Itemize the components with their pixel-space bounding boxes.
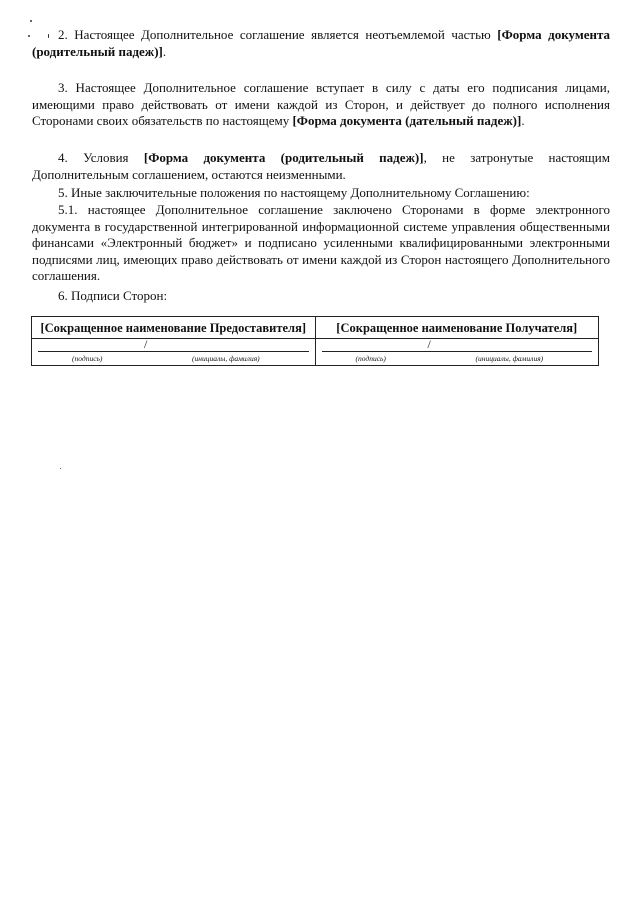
- clause-3-text: 3. Настоящее Дополнительное соглашение вступает в силу с даты его подписания лицами, имеющими право действовать от имени каждой из Сторон, и действует до полного исполнения Сторонами своих обязательств по настоящему: [32, 80, 610, 128]
- recipient-caption-signature: (подпись): [355, 354, 386, 363]
- provider-caption-signature: (подпись): [72, 354, 103, 363]
- recipient-caption-initials: (инициалы, фамилия): [475, 354, 544, 363]
- clause-4-start: 4. Условия: [58, 150, 144, 165]
- provider-slash: /: [144, 337, 148, 351]
- clause-2-text: 2. Настоящее Дополнительное соглашение является неотъемлемой частью: [58, 27, 498, 42]
- clause-2-placeholder: [Форма документа (родительный падеж)]: [32, 27, 611, 59]
- provider-signature-line: [32, 339, 315, 354]
- recipient-captions: [316, 354, 599, 365]
- provider-captions: [32, 354, 315, 365]
- provider-underline: [38, 351, 309, 352]
- clause-6: 6. Подписи Сторон:: [58, 288, 168, 303]
- clause-5: 5. Иные заключительные положения по настоящему Дополнительному Соглашению:: [58, 185, 530, 200]
- scan-speck: [30, 20, 32, 22]
- clause-5-1: 5.1. настоящее Дополнительное соглашение заключено Сторонами в форме электронного документа в государственной интегрированной информационной системе управления общественными финансами «Электронный бюджет» и подписано усиленными квалифицированными электронными подписями лиц, имеющих право действовать от имени каждой из Сторон настоящего Дополнительного соглашения.: [32, 202, 610, 283]
- provider-caption-initials: (инициалы, фамилия): [192, 354, 260, 363]
- recipient-signature-line: [316, 339, 599, 354]
- clause-4-end: , не затронутые настоящим Дополнительным соглашением, остаются неизменными.: [32, 150, 610, 182]
- clause-2-end: .: [162, 43, 167, 59]
- recipient-underline: [322, 351, 593, 352]
- clause-4-placeholder: [Форма документа (родительный падеж)]: [143, 150, 424, 165]
- recipient-slash: /: [427, 337, 431, 351]
- recipient-cell: [315, 317, 599, 339]
- provider-title: [Сокращенное наименование Предоставителя]: [40, 321, 306, 335]
- scan-speck: [60, 468, 61, 469]
- recipient-signature-cell: [315, 339, 599, 366]
- signatures-table: [31, 316, 599, 366]
- clause-3-end: .: [521, 113, 525, 128]
- scan-speck: [28, 35, 30, 37]
- recipient-title: [Сокращенное наименование Получателя]: [336, 321, 578, 335]
- provider-signature-cell: [32, 339, 316, 366]
- clause-2: [32, 27, 610, 60]
- provider-cell: [32, 317, 316, 339]
- clause-3-placeholder: [Форма документа (дательный падеж)]: [292, 113, 522, 128]
- clause-3: [32, 80, 610, 130]
- clause-4: [32, 150, 610, 183]
